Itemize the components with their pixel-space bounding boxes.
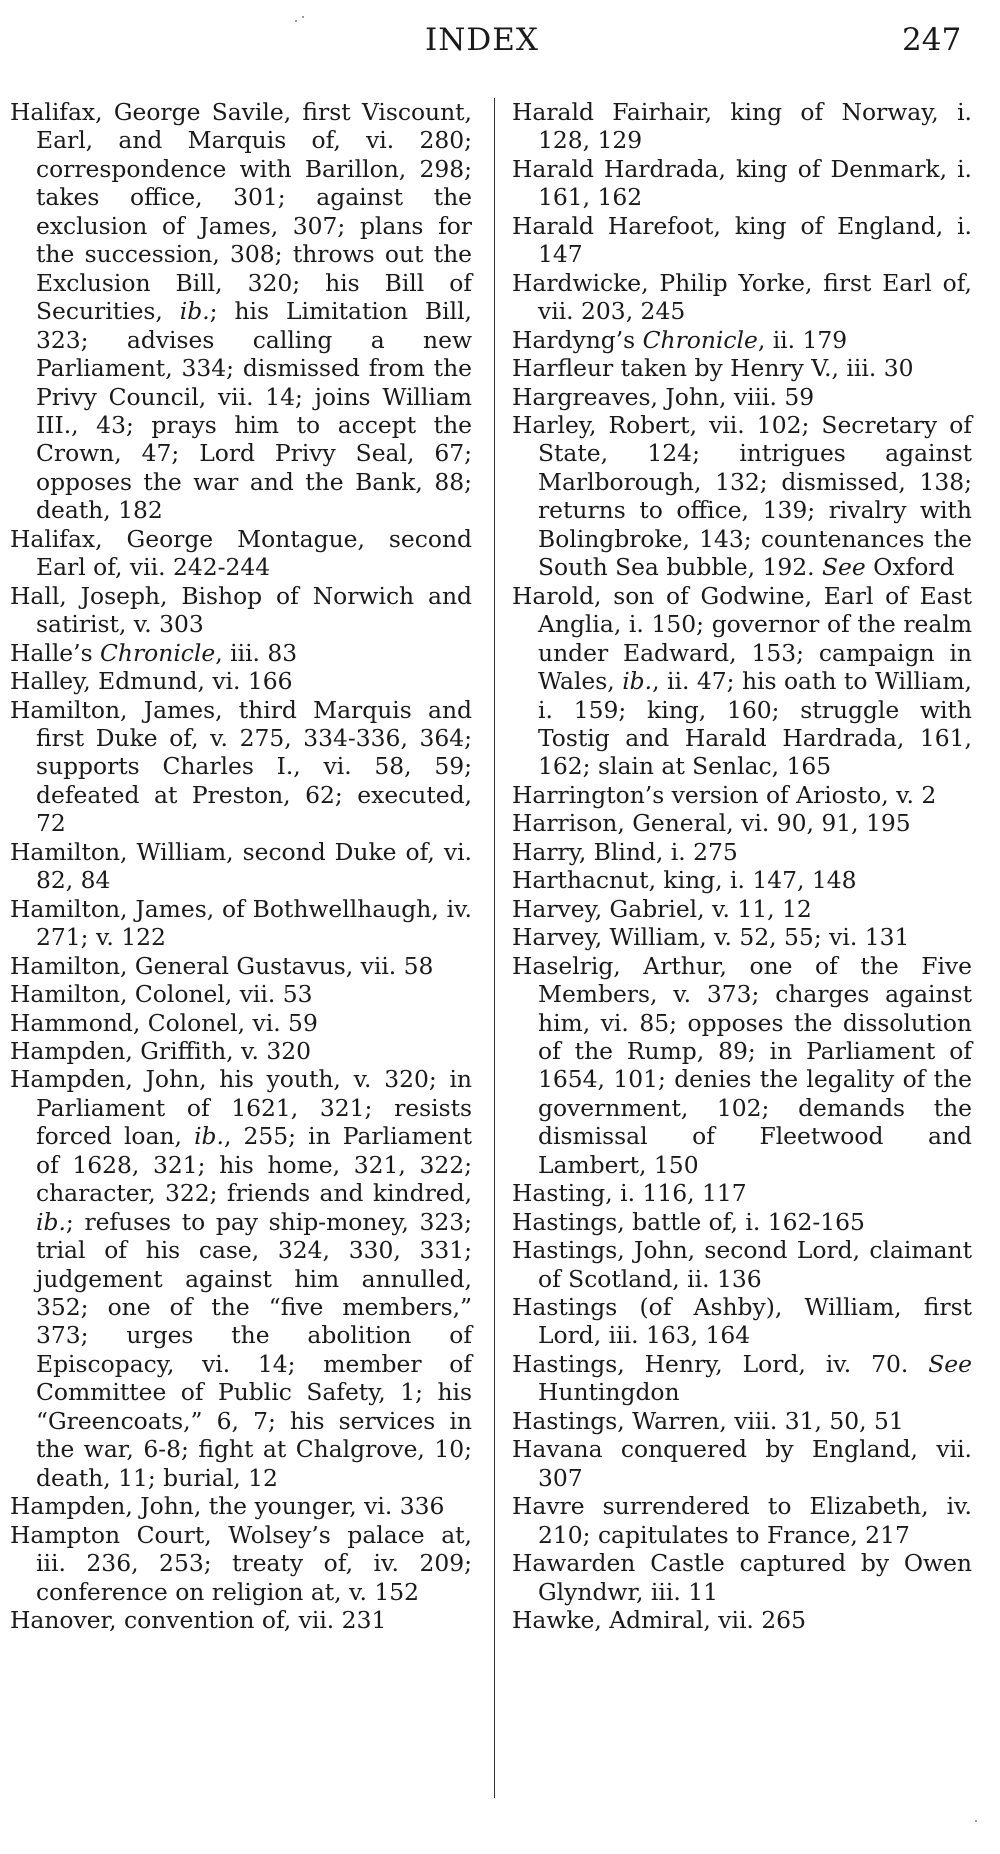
index-entry: Hardyng’s Chronicle, ii. 179 <box>512 325 848 354</box>
index-entry: Hamilton, James, third Marquis and first Duke of, v. 275, 334-336, 364; supports Charles I., vi. 58, 59; defeated at Preston, 62; executed, 72 <box>10 695 472 838</box>
index-entry: Hawke, Admiral, vii. 265 <box>512 1606 806 1635</box>
scan-speck <box>975 1820 977 1822</box>
scan-speck <box>295 20 297 22</box>
index-entry: Hastings, Warren, viii. 31, 50, 51 <box>512 1406 904 1435</box>
index-entry: Hargreaves, John, viii. 59 <box>512 382 815 411</box>
index-entry: Halifax, George Savile, first Viscount, Earl, and Marquis of, vi. 280; correspondence with Barillon, 298; takes office, 301; against the exclusion of James, 307; plans for the succession, 308; throws out the Exclusion Bill, 320; his Bill of Securities, ib.; his Limitation Bill, 323; advises calling a new Parliament, 334; dismissed from the Privy Council, vii. 14; joins William III., 43; prays him to accept the Crown, 47; Lord Privy Seal, 67; opposes the war and the Bank, 88; death, 182 <box>10 98 472 525</box>
index-entry: Hampden, Griffith, v. 320 <box>10 1036 311 1065</box>
index-entry: Hawarden Castle captured by Owen Glyndwr, iii. 11 <box>512 1549 972 1606</box>
index-entry: Harrington’s version of Ariosto, v. 2 <box>512 780 937 809</box>
index-entry: Hastings, John, second Lord, claimant of Scotland, ii. 136 <box>512 1236 972 1293</box>
index-entry: Halle’s Chronicle, iii. 83 <box>10 638 298 667</box>
index-entry: Hamilton, Colonel, vii. 53 <box>10 980 313 1009</box>
page-number: 247 <box>902 22 962 58</box>
index-entry: Hastings, Henry, Lord, iv. 70. See Huntingdon <box>512 1349 972 1407</box>
index-entry: Harfleur taken by Henry V., iii. 30 <box>512 354 914 383</box>
index-entry: Hampden, John, the younger, vi. 336 <box>10 1492 445 1521</box>
index-entry: Harvey, William, v. 52, 55; vi. 131 <box>512 923 910 952</box>
index-entry: Harley, Robert, vii. 102; Secretary of State, 124; intrigues against Marlborough, 132; dismissed, 138; returns to office, 139; rivalry with Bolingbroke, 143; countenances the South Sea bubble, 192. See Oxford <box>512 410 972 582</box>
index-column-left <box>10 98 472 1634</box>
index-entry: Harald Harefoot, king of England, i. 147 <box>512 211 972 269</box>
index-entry: Havana conquered by England, vii. 307 <box>512 1435 972 1492</box>
index-entry: Hamilton, William, second Duke of, vi. 82, 84 <box>10 837 472 895</box>
index-entry: Harrison, General, vi. 90, 91, 195 <box>512 809 911 838</box>
index-entry: Hamilton, James, of Bothwellhaugh, iv. 271; v. 122 <box>10 894 472 952</box>
index-entry: Halley, Edmund, vi. 166 <box>10 667 293 696</box>
running-title: INDEX <box>425 22 539 58</box>
index-entry: Harald Fairhair, king of Norway, i. 128, 129 <box>512 98 972 155</box>
index-entry: Harold, son of Godwine, Earl of East Anglia, i. 150; governor of the realm under Eadward, 153; campaign in Wales, ib., ii. 47; his oath to William, i. 159; king, 160; struggle with Tostig and Harald Hardrada, 161, 162; slain at Senlac, 165 <box>512 581 972 781</box>
index-entry: Hall, Joseph, Bishop of Norwich and satirist, v. 303 <box>10 581 472 639</box>
index-entry: Hastings, battle of, i. 162-165 <box>512 1207 865 1236</box>
scan-speck <box>302 16 304 18</box>
index-entry: Hasting, i. 116, 117 <box>512 1179 747 1208</box>
index-entry: Hampton Court, Wolsey’s palace at, iii. 236, 253; treaty of, iv. 209; conference on religion at, v. 152 <box>10 1520 472 1606</box>
index-entry: Harthacnut, king, i. 147, 148 <box>512 866 857 895</box>
index-entry: Harvey, Gabriel, v. 11, 12 <box>512 894 812 923</box>
column-divider <box>494 98 495 1798</box>
index-entry: Harry, Blind, i. 275 <box>512 837 738 866</box>
index-entry: Harald Hardrada, king of Denmark, i. 161, 162 <box>512 154 972 212</box>
index-entry: Hampden, John, his youth, v. 320; in Parliament of 1621, 321; resists forced loan, ib., 255; in Parliament of 1628, 321; his home, 321, 322; character, 322; friends and kindred, ib.; refuses to pay ship-money, 323; trial of his case, 324, 330, 331; judgement against him annulled, 352; one of the “five members,” 373; urges the abolition of Episcopacy, vi. 14; member of Committee of Public Safety, 1; his “Greencoats,” 6, 7; his services in the war, 6-8; fight at Chalgrove, 10; death, 11; burial, 12 <box>10 1065 472 1492</box>
index-entry: Haselrig, Arthur, one of the Five Members, v. 373; charges against him, vi. 85; opposes the dissolution of the Rump, 89; in Parliament of 1654, 101; denies the legality of the government, 102; demands the dismissal of Fleetwood and Lambert, 150 <box>512 951 972 1179</box>
index-entry: Hastings (of Ashby), William, first Lord, iii. 163, 164 <box>512 1293 972 1350</box>
index-entry: Hanover, convention of, vii. 231 <box>10 1606 387 1635</box>
index-entry: Halifax, George Montague, second Earl of, vii. 242-244 <box>10 524 472 582</box>
index-entry: Hardwicke, Philip Yorke, first Earl of, vii. 203, 245 <box>512 268 972 326</box>
index-entry: Hammond, Colonel, vi. 59 <box>10 1008 318 1037</box>
index-entry: Havre surrendered to Elizabeth, iv. 210; capitulates to France, 217 <box>512 1492 972 1549</box>
index-entry: Hamilton, General Gustavus, vii. 58 <box>10 951 434 980</box>
index-column-right <box>512 98 972 1634</box>
page-header <box>0 18 1000 68</box>
